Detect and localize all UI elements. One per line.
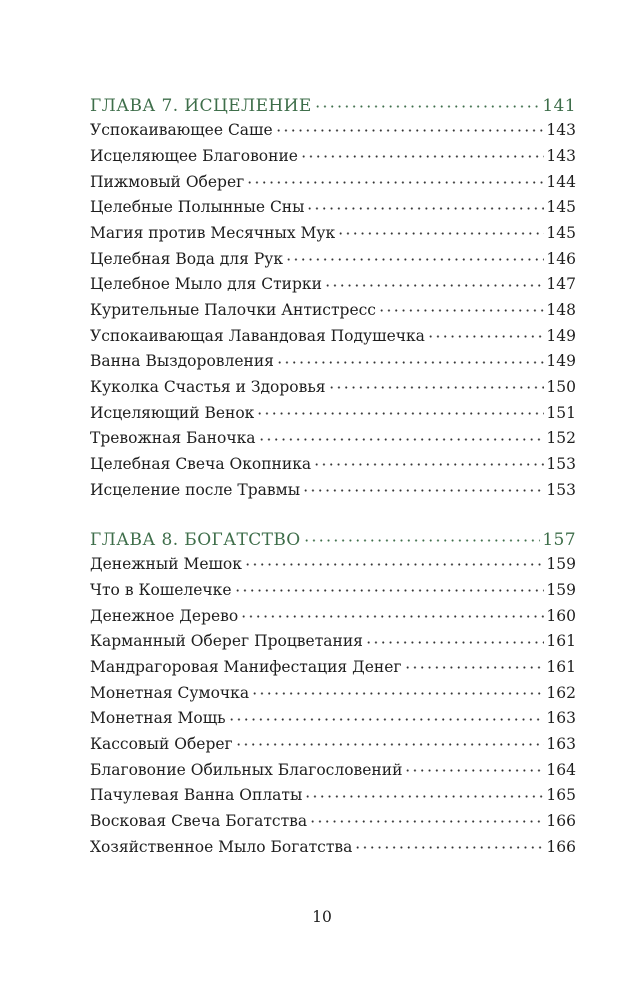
entry-page-number: 147 — [546, 275, 576, 294]
entry-title: Магия против Месячных Мук — [90, 223, 336, 242]
dot-leader — [256, 402, 544, 418]
entry-title: Тревожная Баночка — [90, 429, 256, 448]
dot-leader — [404, 656, 545, 672]
dot-leader — [354, 836, 544, 852]
toc-entry — [90, 656, 576, 682]
dot-leader — [303, 528, 541, 545]
entry-page-number: 146 — [546, 249, 576, 268]
toc-entry — [90, 759, 576, 785]
toc-entry — [90, 222, 576, 248]
entry-title: Пижмовый Оберег — [90, 172, 245, 191]
toc-entry — [90, 351, 576, 377]
dot-leader — [427, 325, 544, 341]
entry-title: Хозяйственное Мыло Богатства — [90, 837, 353, 856]
toc-entry — [90, 785, 576, 811]
dot-leader — [314, 94, 541, 111]
dot-leader — [244, 554, 544, 570]
dot-leader — [240, 605, 544, 621]
chapter-heading — [90, 528, 576, 554]
entry-page-number: 163 — [546, 735, 576, 753]
entry-page-number: 166 — [546, 837, 576, 856]
toc-entry — [90, 479, 576, 505]
entry-page-number: 145 — [546, 198, 576, 217]
entry-title: Исцеляющий Венок — [90, 403, 255, 422]
entry-title: Целебное Мыло для Стирки — [90, 275, 322, 294]
entry-page-number: 161 — [546, 632, 576, 651]
entry-page-number: 143 — [546, 146, 576, 165]
entry-title: Курительные Палочки Антистресс — [90, 301, 376, 319]
entry-page-number: 165 — [546, 786, 576, 805]
toc-entry — [90, 836, 576, 862]
toc-entry — [90, 734, 576, 760]
entry-page-number: 148 — [546, 301, 576, 319]
toc-entry — [90, 120, 576, 146]
dot-leader — [337, 222, 544, 238]
toc-entry — [90, 377, 576, 403]
entry-title: Исцеляющее Благовоние — [90, 146, 298, 165]
page-number: 10 — [312, 908, 332, 926]
dot-leader — [246, 171, 544, 187]
dot-leader — [302, 479, 544, 495]
dot-leader — [300, 145, 544, 161]
toc-entry — [90, 454, 576, 480]
dot-leader — [276, 351, 544, 367]
entry-page-number: 149 — [546, 352, 576, 371]
entry-page-number: 164 — [546, 760, 576, 779]
entry-title: Денежный Мешок — [90, 555, 242, 574]
dot-leader — [378, 300, 544, 316]
entry-page-number: 144 — [546, 172, 576, 191]
toc-entry — [90, 631, 576, 657]
entry-title: Монетная Сумочка — [90, 683, 250, 702]
toc-entry — [90, 325, 576, 351]
entry-title: Монетная Мощь — [90, 709, 226, 728]
entry-page-number: 161 — [546, 657, 576, 676]
entry-page-number: 159 — [546, 555, 576, 574]
toc-entry — [90, 300, 576, 326]
entry-page-number: 163 — [546, 709, 576, 728]
toc-entry — [90, 708, 576, 734]
entry-page-number: 149 — [546, 326, 576, 345]
dot-leader — [309, 811, 544, 827]
entry-title: Денежное Дерево — [90, 606, 239, 625]
entry-page-number: 143 — [546, 121, 576, 140]
chapter-title: ГЛАВА 7. ИСЦЕЛЕНИЕ — [90, 96, 312, 116]
dot-leader — [251, 682, 544, 698]
dot-leader — [313, 454, 544, 470]
entry-page-number: 150 — [546, 378, 576, 397]
entry-title: Успокаивающая Лавандовая Подушечка — [90, 326, 425, 345]
entry-title: Успокаивающее Саше — [90, 121, 273, 140]
entry-page-number: 160 — [546, 606, 576, 625]
dot-leader — [365, 631, 544, 647]
toc-entry — [90, 682, 576, 708]
dot-leader — [258, 428, 545, 444]
dot-leader — [324, 274, 544, 290]
dot-leader — [328, 377, 545, 393]
chapter-title: ГЛАВА 8. БОГАТСТВО — [90, 530, 301, 550]
entry-title: Целебная Свеча Окопника — [90, 455, 312, 474]
entry-title: Ванна Выздоровления — [90, 352, 274, 371]
chapter-page-number: 157 — [542, 530, 576, 550]
entry-page-number: 159 — [546, 580, 576, 599]
toc-entry — [90, 402, 576, 428]
toc-entry — [90, 811, 576, 837]
toc-entry — [90, 171, 576, 197]
toc-entry — [90, 197, 576, 223]
toc-entry — [90, 274, 576, 300]
toc-section-chapter-7 — [90, 94, 576, 505]
entry-page-number: 145 — [546, 223, 576, 242]
dot-leader — [404, 759, 544, 775]
entry-title: Что в Кошелечке — [90, 580, 232, 599]
entry-page-number: 151 — [546, 403, 576, 422]
dot-leader — [235, 734, 545, 750]
dot-leader — [285, 248, 544, 264]
toc-entry — [90, 428, 576, 454]
entry-title: Исцеление после Травмы — [90, 480, 301, 499]
toc-section-chapter-8 — [90, 528, 576, 862]
entry-title: Целебные Полынные Сны — [90, 198, 305, 217]
entry-title: Куколка Счастья и Здоровья — [90, 378, 326, 397]
chapter-heading — [90, 94, 576, 120]
entry-title: Целебная Вода для Рук — [90, 249, 284, 268]
entry-title: Благовоние Обильных Благословений — [90, 760, 403, 779]
toc-entry — [90, 248, 576, 274]
entry-page-number: 162 — [546, 683, 576, 702]
entry-title: Карманный Оберег Процветания — [90, 632, 363, 651]
entry-page-number: 152 — [546, 429, 576, 448]
entry-page-number: 153 — [546, 455, 576, 474]
dot-leader — [275, 120, 545, 136]
entry-title: Восковая Свеча Богатства — [90, 812, 308, 831]
entry-page-number: 153 — [546, 480, 576, 499]
chapter-page-number: 141 — [542, 96, 576, 116]
dot-leader — [228, 708, 545, 724]
entry-title: Пачулевая Ванна Оплаты — [90, 786, 303, 805]
toc-entry — [90, 579, 576, 605]
dot-leader — [304, 785, 544, 801]
toc-entry — [90, 605, 576, 631]
entry-title: Кассовый Оберег — [90, 735, 233, 753]
entry-page-number: 166 — [546, 812, 576, 831]
toc-entry — [90, 554, 576, 580]
dot-leader — [234, 579, 545, 595]
entry-title: Мандрагоровая Манифестация Денег — [90, 657, 402, 676]
dot-leader — [306, 197, 544, 213]
toc-entry — [90, 145, 576, 171]
